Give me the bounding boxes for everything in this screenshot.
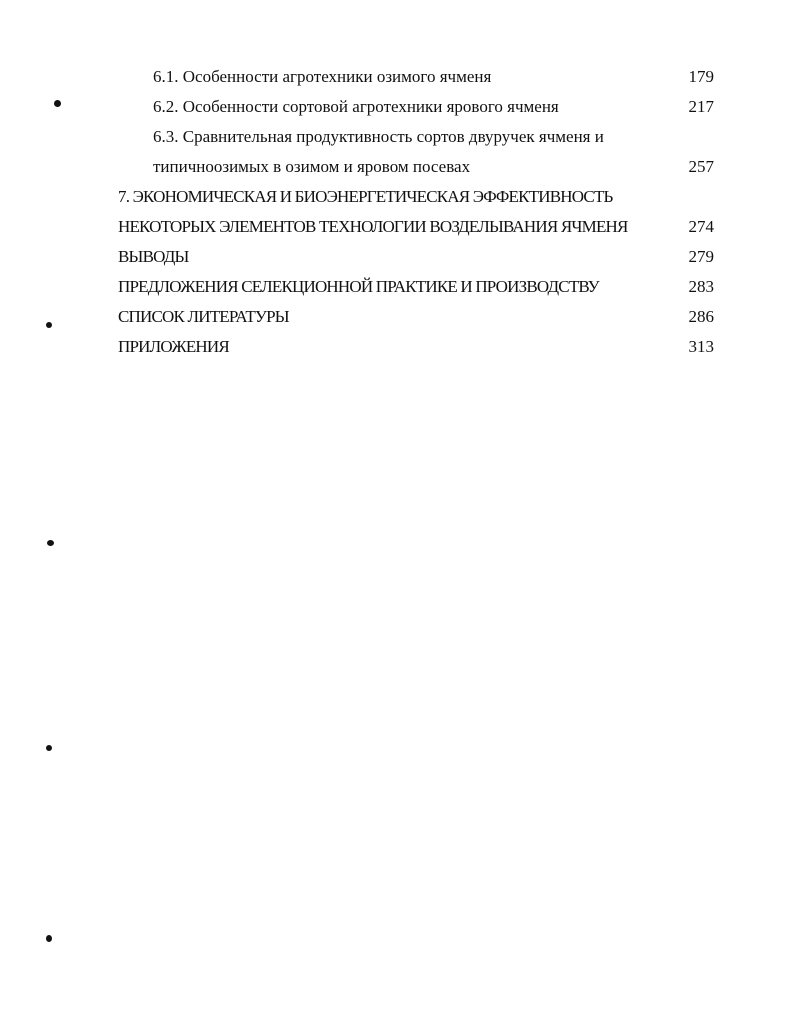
toc-entry-title: ВЫВОДЫ xyxy=(118,247,189,266)
toc-entry xyxy=(118,332,714,362)
toc-entry-page: 217 xyxy=(688,97,714,116)
toc-entry xyxy=(118,122,714,152)
toc-entry xyxy=(118,242,714,272)
toc-entry-title: СПИСОК ЛИТЕРАТУРЫ xyxy=(118,307,289,326)
binding-mark xyxy=(46,745,52,751)
toc-entry xyxy=(118,212,714,242)
toc-entry-title: 6.2. Особенности сортовой агротехники ярового ячменя xyxy=(153,97,559,116)
binding-mark xyxy=(46,322,52,328)
toc-entry-title: НЕКОТОРЫХ ЭЛЕМЕНТОВ ТЕХНОЛОГИИ ВОЗДЕЛЫВАНИЯ ЯЧМЕНЯ xyxy=(118,217,628,236)
toc-entry-page: 313 xyxy=(688,337,714,356)
toc-entry-title: 7. ЭКОНОМИЧЕСКАЯ И БИОЭНЕРГЕТИЧЕСКАЯ ЭФФЕКТИВНОСТЬ xyxy=(118,187,613,206)
toc-entry-page: 279 xyxy=(688,247,714,266)
toc-entry-page: 179 xyxy=(688,67,714,86)
toc-entry-title: 6.1. Особенности агротехники озимого ячменя xyxy=(153,67,492,86)
toc-entry xyxy=(118,272,714,302)
toc-entry-title: ПРЕДЛОЖЕНИЯ СЕЛЕКЦИОННОЙ ПРАКТИКЕ И ПРОИЗВОДСТВУ xyxy=(118,277,599,296)
table-of-contents xyxy=(118,62,714,362)
toc-entry xyxy=(118,302,714,332)
toc-entry-page: 257 xyxy=(688,157,714,176)
toc-entry xyxy=(118,62,714,92)
binding-mark xyxy=(47,540,54,546)
toc-entry-title: типичноозимых в озимом и яровом посевах xyxy=(153,157,471,176)
toc-entry-page: 283 xyxy=(688,277,714,296)
binding-mark xyxy=(54,100,61,107)
toc-entry xyxy=(118,152,714,182)
binding-mark xyxy=(46,935,52,942)
toc-entry-page: 286 xyxy=(688,307,714,326)
toc-entry xyxy=(118,182,714,212)
toc-entry-page: 274 xyxy=(688,217,714,236)
toc-entry-title: 6.3. Сравнительная продуктивность сортов двуручек ячменя и xyxy=(153,127,604,146)
toc-entry xyxy=(118,92,714,122)
toc-entry-title: ПРИЛОЖЕНИЯ xyxy=(118,337,229,356)
